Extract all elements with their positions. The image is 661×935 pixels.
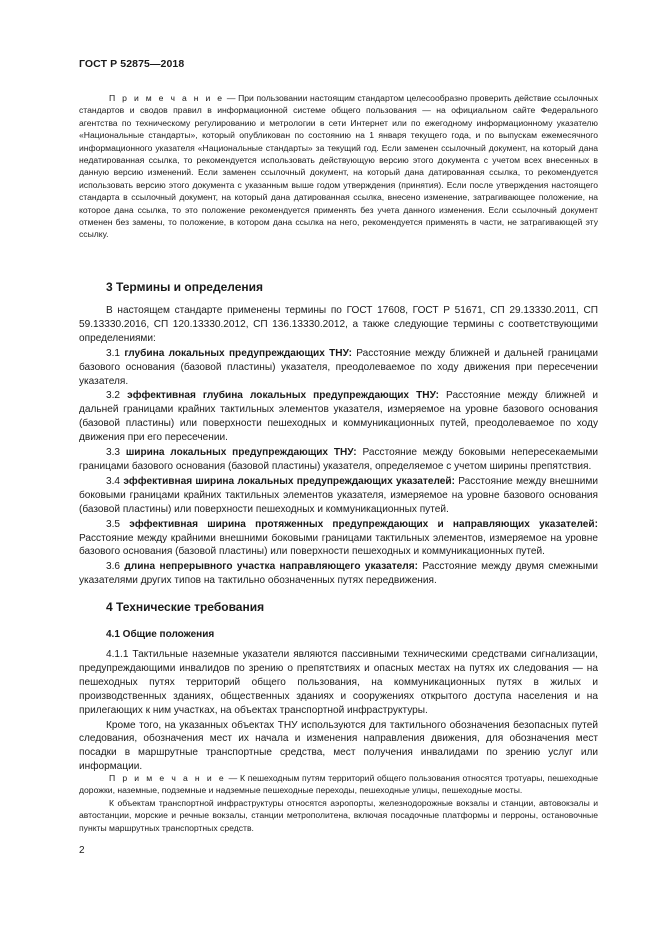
paragraph-4-1-1: 4.1.1 Тактильные наземные указатели являются пассивными техническими средствами сигнализации, предупреждающими инвалидов по зрению о препятствиях и опасных местах на путях их следования — на пешеходных путях территорий общего пользования, на коммуникационных путях в жилых и производственных зданиях, общественных зданиях и сооружениях открытого доступа населения и на прилегающих к ним участках, на объектах транспортной инфраструктуры. <box>79 649 598 716</box>
section-4-body <box>79 648 598 774</box>
note-label: П р и м е ч а н и е <box>109 773 226 783</box>
reference-note <box>79 92 598 241</box>
section-4-1-title: 4.1 Общие положения <box>106 629 215 640</box>
term-3-1: 3.1 глубина локальных предупреждающих ТНУ: Расстояние между ближней и дальней границами базового основания (базовой пластины) указателя, преодолеваемое по ходу движения при пересечении указателя. <box>79 347 598 387</box>
note-text-2: К объектам транспортной инфраструктуры относятся аэропорты, железнодорожные вокзалы и станции, автовокзалы и автостанции, морские и речные вокзалы, станции метрополитена, включая посадочные платформы и перроны, остановочные пункты маршрутных транспортных средств. <box>79 797 598 833</box>
note-label: П р и м е ч а н и е <box>109 93 225 103</box>
section-3-body <box>79 304 598 588</box>
section-4-title: 4 Технические требования <box>106 600 265 614</box>
term-3-2: 3.2 эффективная глубина локальных предупреждающих ТНУ: Расстояние между ближней и дальней границами крайних тактильных элементов указателя, измеряемое на уровне базового основания (базовой пластины) или поверхности пешеходных и коммуникационных путей, преодолеваемое по ходу движения при его пересечении. <box>79 390 599 444</box>
note-text: — К пешеходным путям территорий общего пользования относятся тротуары, пешеходные дорожки, наземные, подземные и надземные пешеходные переходы, пешеходные улицы, пешеходные мосты. <box>79 773 598 796</box>
paragraph-4-1-1-cont: Кроме того, на указанных объектах ТНУ используются для тактильного обозначения безопасных путей следования, обозначения мест их начала и изменения направления движения, для обозначения мест посадки в маршрутные транспортные средства, мест получения инвалидами по зрению услуг или информации. <box>79 719 598 773</box>
section-3-title: 3 Термины и определения <box>106 280 264 294</box>
note-text: — При пользовании настоящим стандартом целесообразно проверить действие ссылочных стандартов и сводов правил в информационной системе общего пользования — на официальном сайте Федерального агентства по техническому регулированию и метрологии в сети Интернет или по ежегодному информационному указателю «Национальные стандарты», который опубликован по состоянию на 1 января текущего года, и по выпускам ежемесячного информационного указателя «Национальные стандарты» за текущий год. Если заменен ссылочный документ, на который дана недатированная ссылка, то рекомендуется использовать действующую версию этого документа с учетом всех внесенных в данную версию изменений. Если заменен ссылочный документ, на который дана датированная ссылка, то рекомендуется использовать версию этого документа с указанным выше годом утверждения (принятия). Если после утверждения настоящего стандарта в ссылочный документ, на который дана датированная ссылка, внесено изменение, затрагивающее положение, на которое дана ссылка, то это положение рекомендуется применять без учета данного изменения. Если ссылочный документ отменен без замены, то положение, в котором дана ссылка на него, рекомендуется применять в части, не затрагивающей эту ссылку. <box>79 93 598 240</box>
document-header: ГОСТ Р 52875—2018 <box>79 58 185 70</box>
page-number: 2 <box>79 845 85 856</box>
term-3-4: 3.4 эффективная ширина локальных предупреждающих указателей: Расстояние между внешними боковыми границами крайних тактильных элементов указателя, измеряемое на уровне базового основания (базовой пластины) или поверхности пешеходных и коммуникационных путей. <box>79 475 599 515</box>
section-4-note <box>79 772 598 834</box>
term-3-6: 3.6 длина непрерывного участка направляющего указателя: Расстояние между двумя смежными указателями других типов на тактильно обозначенных путях передвижения. <box>79 561 599 587</box>
term-3-5: 3.5 эффективная ширина протяженных предупреждающих и направляющих указателей: Расстояние между крайними внешними боковыми границами тактильных элементов, измеряемое на уровне базового основания (базовой пластины) или поверхности пешеходных и коммуникационных путей. <box>79 518 598 558</box>
section-3-intro: В настоящем стандарте применены термины по ГОСТ 17608, ГОСТ Р 51671, СП 29.13330.2011, СП 59.13330.2016, СП 120.13330.2012, СП 136.13330.2012, а также следующие термины с соответствующими определениями: <box>79 305 598 344</box>
term-3-3: 3.3 ширина локальных предупреждающих ТНУ: Расстояние между боковыми непересекаемыми границами базового основания (базовой пластины) указателя, определяемое с учетом ширины препятствия. <box>79 447 598 472</box>
